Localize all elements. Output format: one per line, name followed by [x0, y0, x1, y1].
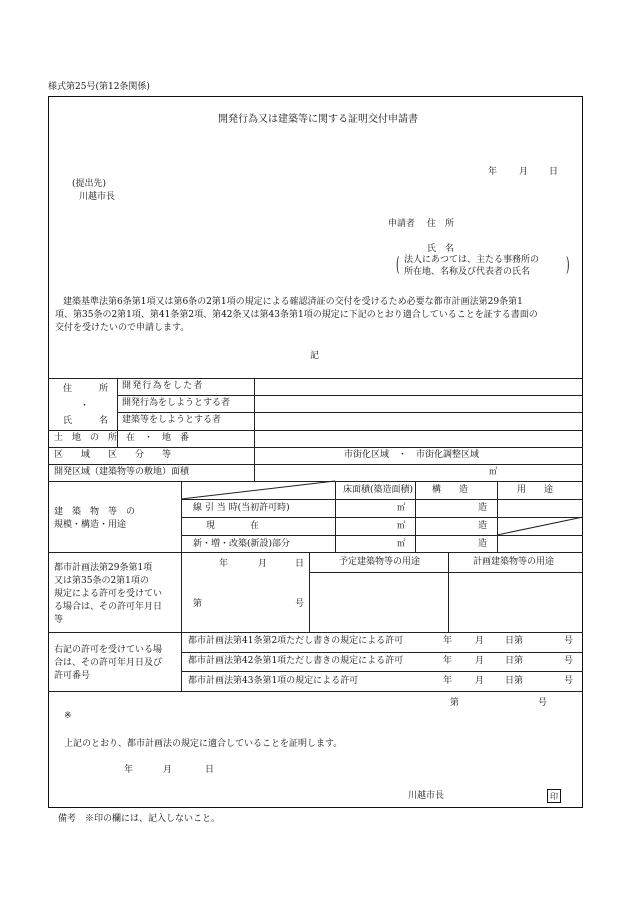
permit29-left-4: る場合は、その許可年月日 — [54, 602, 163, 612]
permit41-label: 都市計画法第41条第2項ただし書きの規定による許可 — [188, 636, 404, 646]
applicant-name-label: 氏 名 — [427, 244, 455, 254]
row-original-sqm: ㎡ — [397, 502, 406, 512]
permit29-left-5: 等 — [54, 615, 64, 625]
applicant-note-2: 所在地、名称及び代表者の氏名 — [404, 267, 531, 277]
form-title: 開発行為又は建築等に関する証明交付申請書 — [218, 114, 418, 125]
cert-mark: ※ — [64, 711, 72, 721]
applicant-note-1: 法人にあつては、主たる事務所の — [404, 255, 540, 265]
permit-right-left-2: 合は、その許可年月日及び — [54, 658, 163, 668]
open-brace-icon: ( — [396, 252, 400, 276]
row-current-zo: 造 — [478, 521, 488, 531]
dot-separator: ・ — [80, 401, 90, 411]
permit42-year: 年 — [443, 656, 453, 666]
date-day: 日 — [549, 167, 559, 177]
date-month: 月 — [519, 167, 529, 177]
cert-dai: 第 — [450, 698, 460, 708]
form-number: 様式第25号(第12条関係) — [48, 82, 150, 92]
applicant-label: 申請者 — [388, 219, 416, 229]
plan-use-header: 計画建築物等の用途 — [473, 557, 555, 567]
building-left-2: 規模・構造・用途 — [54, 520, 127, 530]
dev-area-label: 開発区域（建築物等の敷地）面積 — [54, 467, 190, 477]
body-line-1: 建築基準法第6条第1項又は第6条の2第1項の規定による確認済証の交付を受けるため必要な都市計画法第29条第1 — [63, 297, 523, 307]
permit42-daydai: 日第 — [505, 656, 524, 666]
applicant-address-label: 住 所 — [427, 219, 455, 229]
dev-did-label: 開発行為をした者 — [122, 381, 204, 391]
remark: 備考 ※印の欄には、記入しないこと。 — [58, 814, 221, 824]
row-new-zo: 造 — [478, 539, 488, 549]
row-new-sqm: ㎡ — [397, 538, 406, 548]
body-line-2: 項、第35条の2第1項、第41条第2項、第42条又は第43条第1項の規定に下記のとおり適合していることを証する書面の — [55, 310, 538, 320]
permit29-left-1: 都市計画法第29条第1項 — [54, 563, 153, 573]
addressee-name: 川越市長 — [79, 192, 116, 202]
building-left-1: 建 築 物 等 の — [54, 507, 136, 517]
build-will-label: 建築等をしようとする者 — [122, 415, 222, 425]
address-label: 住 所 — [63, 384, 109, 394]
permit29-month: 月 — [258, 559, 268, 569]
header-structure: 構 造 — [432, 485, 469, 495]
dev-area-unit: ㎡ — [489, 466, 498, 476]
permit29-dai: 第 — [193, 599, 203, 609]
seal-stamp: 印 — [547, 789, 561, 803]
diagonal-line — [181, 481, 335, 499]
header-use: 用 途 — [517, 485, 554, 495]
cert-go: 号 — [538, 698, 548, 708]
permit29-go: 号 — [295, 599, 305, 609]
permit29-left-3: 規定による許可を受けてい — [54, 589, 163, 599]
addressee-label: (提出先) — [72, 179, 107, 189]
name-label: 氏 名 — [63, 416, 109, 426]
zone-class-label: 区 域 区 分 等 — [54, 450, 172, 460]
permit29-year: 年 — [219, 559, 229, 569]
row-current-sqm: ㎡ — [397, 520, 406, 530]
header-floor-area: 床面積(築造面積) — [343, 485, 414, 495]
permit41-year: 年 — [443, 636, 453, 646]
ki-label: 記 — [310, 351, 320, 361]
permit43-year: 年 — [443, 676, 453, 686]
cert-day: 日 — [205, 765, 215, 775]
permit42-month: 月 — [475, 656, 485, 666]
body-line-3: 交付を受けたいので申請します。 — [55, 323, 190, 333]
permit41-month: 月 — [475, 636, 485, 646]
permit42-label: 都市計画法第42条第1項ただし書きの規定による許可 — [188, 656, 404, 666]
row-new-label: 新・増・改築(新設)部分 — [193, 539, 291, 549]
dev-will-label: 開発行為をしようとする者 — [122, 398, 231, 408]
close-brace-icon: ) — [566, 252, 570, 276]
permit41-go: 号 — [564, 636, 574, 646]
cert-mayor: 川越市長 — [408, 791, 445, 801]
cert-month: 月 — [163, 765, 173, 775]
row-original-label: 線 引 当 時(当初許可時) — [193, 503, 290, 513]
permit42-go: 号 — [564, 656, 574, 666]
cert-year: 年 — [124, 765, 134, 775]
zone-options: 市街化区域 ・ 市街化調整区域 — [344, 450, 480, 460]
row-current-label: 現 在 — [206, 521, 262, 531]
row-original-zo: 造 — [478, 503, 488, 513]
permit43-daydai: 日第 — [505, 676, 524, 686]
planned-use-header: 予定建築物等の用途 — [339, 557, 421, 567]
permit43-label: 都市計画法第43条第1項の規定による許可 — [188, 676, 359, 686]
permit29-day: 日 — [295, 559, 305, 569]
date-year: 年 — [488, 167, 498, 177]
cert-text: 上記のとおり、都市計画法の規定に適合していることを証明します。 — [64, 739, 343, 749]
permit-right-left-3: 許可番号 — [54, 671, 91, 681]
permit43-go: 号 — [564, 676, 574, 686]
permit43-month: 月 — [475, 676, 485, 686]
permit41-daydai: 日第 — [505, 636, 524, 646]
diagonal-line — [497, 517, 583, 535]
permit29-left-2: 又は第35条の2第1項の — [54, 576, 149, 586]
permit-right-left-1: 右記の許可を受けている場 — [54, 645, 163, 655]
land-location-label: 土 地 の 所 在 ・ 地 番 — [54, 433, 190, 443]
